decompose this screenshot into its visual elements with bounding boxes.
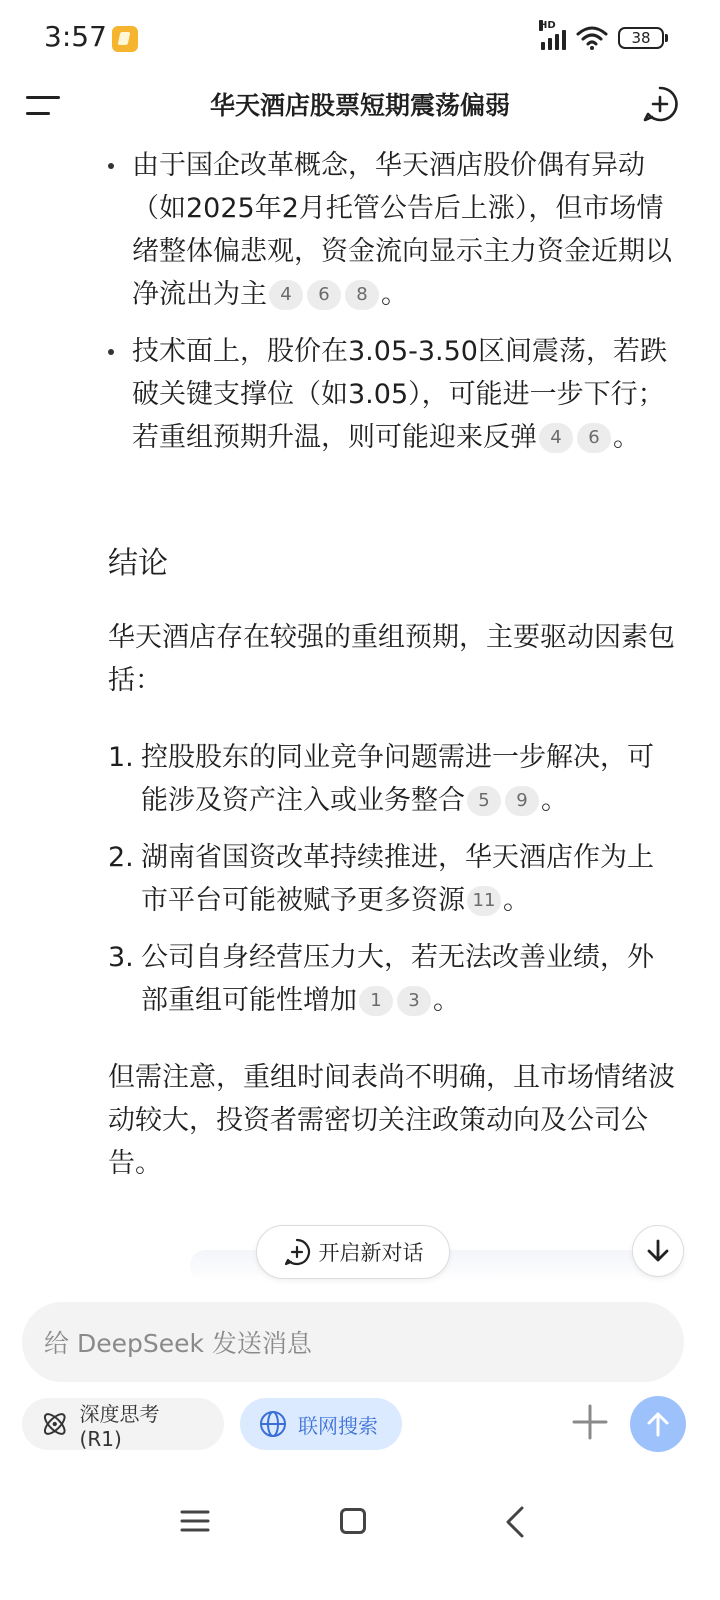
cellular-signal-icon [539, 20, 566, 50]
arrow-up-icon [643, 1409, 673, 1439]
list-text: 控股股东的同业竞争问题需进一步解决，可能涉及资产注入或业务整合 [141, 742, 654, 816]
home-icon[interactable] [340, 1508, 366, 1534]
system-nav-bar [0, 1480, 720, 1570]
list-end: 。 [541, 785, 568, 816]
new-conversation-label: 开启新对话 [318, 1241, 424, 1265]
message-input[interactable] [42, 1302, 666, 1384]
list-text: 公司自身经营压力大，若无法改善业绩，外部重组可能性增加 [141, 942, 654, 1016]
deep-think-label: 深度思考 (R1) [79, 1401, 160, 1451]
battery-indicator: 38 [618, 27, 664, 49]
globe-icon [258, 1409, 288, 1439]
attach-plus-icon[interactable] [570, 1402, 610, 1442]
status-bar [0, 0, 720, 76]
new-conversation-button[interactable] [256, 1225, 450, 1279]
ordered-list-item [108, 736, 680, 822]
new-chat-plus-icon [283, 1238, 311, 1266]
citation-badge[interactable]: 4 [539, 423, 573, 453]
deep-think-toggle[interactable] [22, 1398, 224, 1450]
citation-badge[interactable]: 5 [467, 786, 501, 816]
recent-apps-icon[interactable] [180, 1506, 210, 1536]
citation-badge[interactable]: 4 [269, 280, 303, 310]
citation-badge[interactable]: 6 [577, 423, 611, 453]
list-text: 湖南省国资改革持续推进，华天酒店作为上市平台可能被赋予更多资源 [141, 842, 654, 916]
list-number: 2. [108, 842, 134, 873]
citation-badge[interactable]: 9 [505, 786, 539, 816]
atom-icon [40, 1409, 70, 1439]
section-heading: 结论 [108, 546, 168, 581]
message-input-container [22, 1302, 684, 1382]
bullet-end: 。 [381, 279, 408, 310]
citation-badge[interactable]: 11 [467, 886, 501, 916]
citation-badge[interactable]: 1 [359, 986, 393, 1016]
send-button[interactable] [630, 1396, 686, 1452]
list-number: 1. [108, 742, 134, 773]
back-icon[interactable] [500, 1504, 530, 1540]
bullet-dot [108, 349, 114, 355]
bullet-dot [108, 163, 114, 169]
bullet-text: 技术面上，股价在3.05-3.50区间震荡，若跌破关键支撑位（如3.05），可能进一步下行；若重组预期升温，则可能迎来反弹 [132, 336, 667, 453]
list-end: 。 [503, 885, 530, 916]
bullet-end: 。 [613, 422, 640, 453]
ordered-list-item [108, 936, 680, 1022]
list-item [108, 144, 680, 316]
list-item [108, 330, 680, 459]
intro-paragraph: 华天酒店存在较强的重组预期，主要驱动因素包括： [108, 622, 675, 696]
web-search-toggle[interactable] [240, 1398, 402, 1450]
app-header [0, 76, 720, 136]
citation-badge[interactable]: 3 [397, 986, 431, 1016]
closing-paragraph: 但需注意，重组时间表尚不明确，且市场情绪波动较大，投资者需密切关注政策动向及公司公告。 [108, 1062, 675, 1179]
status-time: 3:57 [44, 20, 107, 53]
ordered-list-item [108, 836, 680, 922]
wifi-icon [576, 26, 608, 50]
citation-badge[interactable]: 6 [307, 280, 341, 310]
list-end: 。 [433, 985, 460, 1016]
list-number: 3. [108, 942, 134, 973]
arrow-down-icon [645, 1238, 671, 1264]
new-chat-plus-icon[interactable] [642, 86, 678, 122]
scroll-down-button[interactable] [632, 1225, 684, 1277]
conversation-title: 华天酒店股票短期震荡偏弱 [209, 91, 510, 120]
network-label: HD [539, 20, 556, 31]
citation-badge[interactable]: 8 [345, 280, 379, 310]
status-icons [539, 20, 664, 52]
bullet-text: 由于国企改革概念，华天酒店股价偶有异动（如2025年2月托管公告后上涨），但市场情绪整体偏悲观，资金流向显示主力资金近期以净流出为主 [132, 150, 672, 310]
notes-notification-icon [112, 26, 138, 52]
web-search-label: 联网搜索 [298, 1413, 378, 1438]
